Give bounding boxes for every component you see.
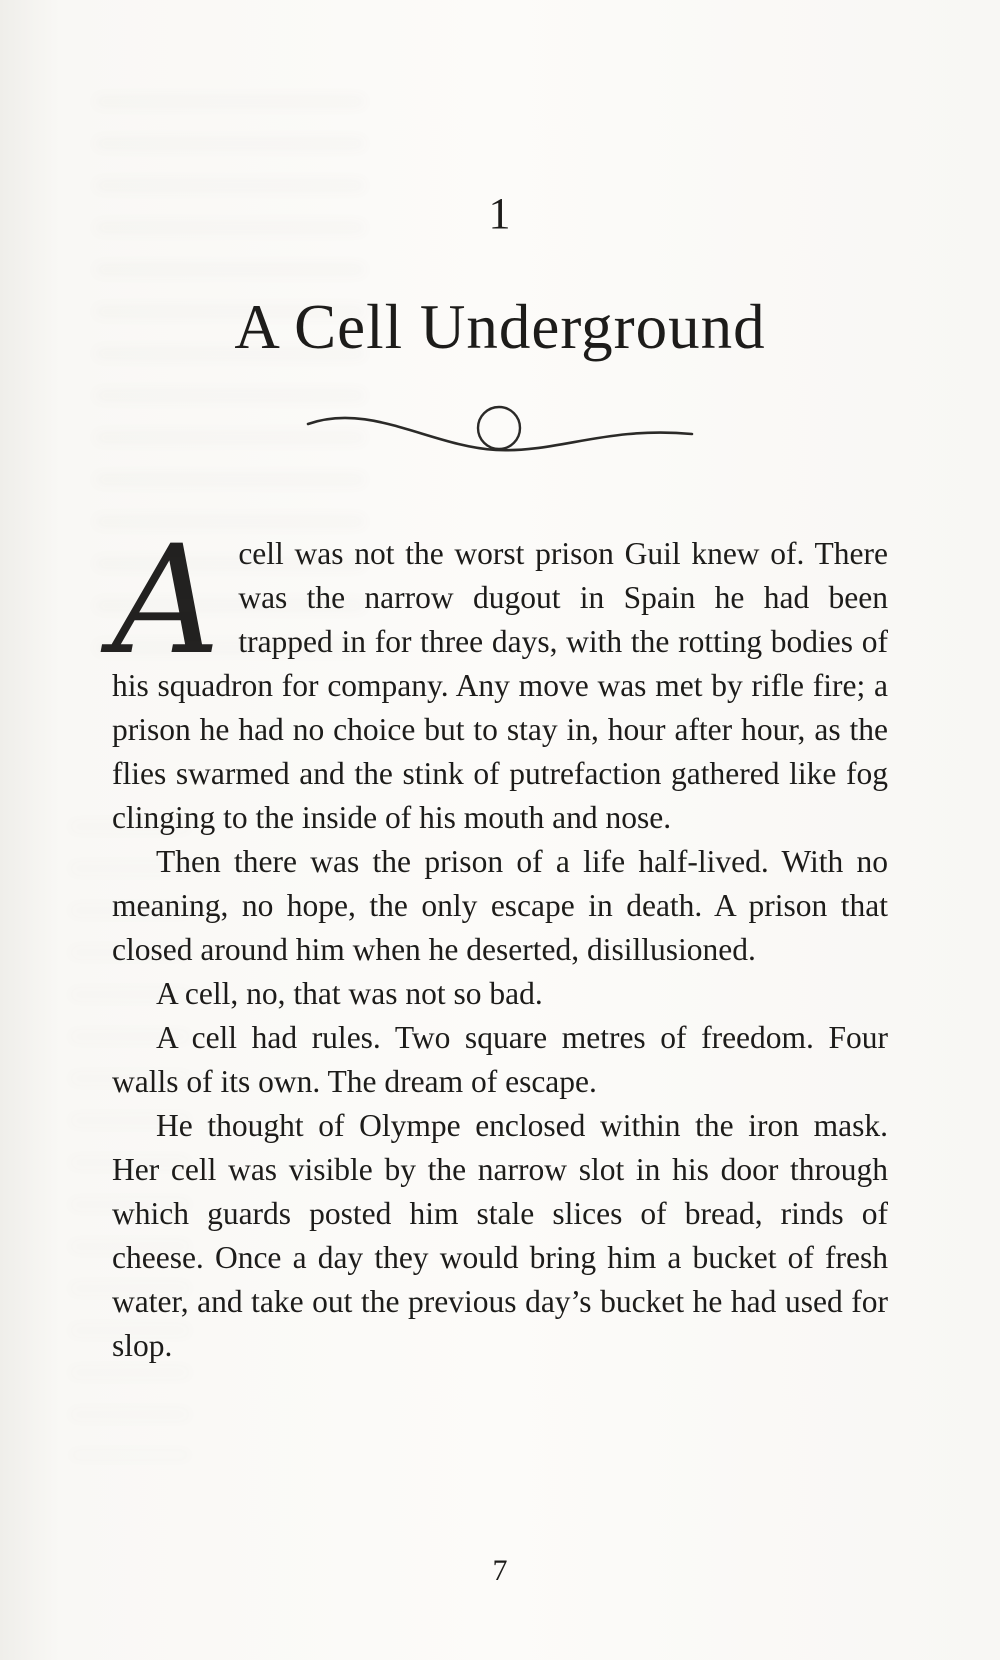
flourish-ornament-icon <box>0 390 1000 486</box>
paragraph-text: cell was not the worst prison Guil knew of. There was the narrow dugout in Spain he had been trapped in for three days, with the rotting bodies of his squadron for company. Any move was met by rifle fire; a prison he had no choice but to stay in, hour after hour, as the flies swarmed and the stink of putrefaction gathered like fog clinging to the inside of his mouth and nose. <box>112 536 888 835</box>
drop-cap: A <box>112 514 221 688</box>
chapter-number: 1 <box>488 189 512 238</box>
body-text <box>112 514 888 1368</box>
chapter-title: A Cell Underground <box>234 292 766 362</box>
paragraph: A cell had rules. Two square metres of freedom. Four walls of its own. The dream of escape. <box>112 1020 888 1099</box>
paragraph <box>112 514 888 840</box>
paragraph: A cell, no, that was not so bad. <box>156 976 543 1011</box>
paragraph: Then there was the prison of a life half-lived. With no meaning, no hope, the only escape in death. A prison that closed around him when he deserted, disillusioned. <box>112 844 888 967</box>
paragraph: He thought of Olympe enclosed within the iron mask. Her cell was visible by the narrow slot in his door through which guards posted him stale slices of bread, rinds of cheese. Once a day they would bring him a bucket of fresh water, and take out the previous day’s bucket he had used for slop. <box>112 1108 888 1363</box>
page-number: 7 <box>492 1554 508 1587</box>
